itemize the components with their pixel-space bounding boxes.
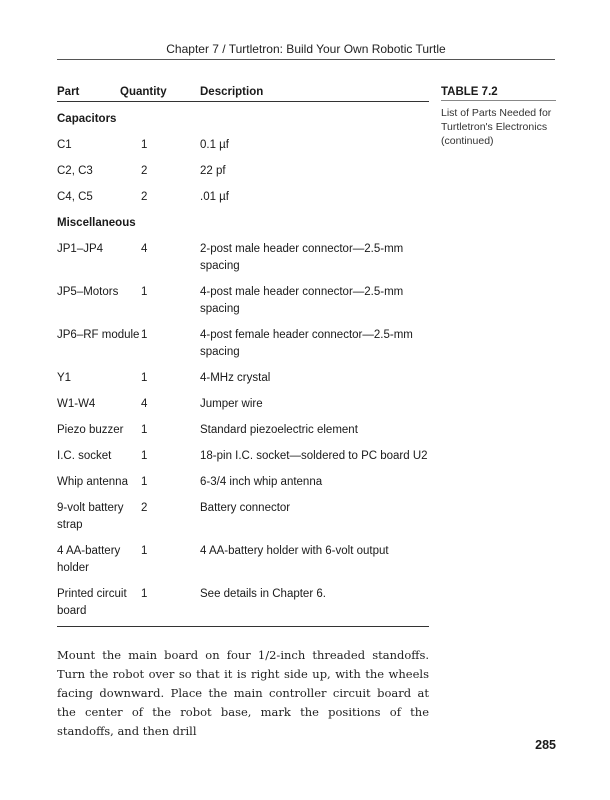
row-quantity: 1	[141, 476, 148, 488]
table-header	[57, 80, 429, 102]
row-description: See details in Chapter 6.	[200, 588, 326, 600]
table-caption	[441, 80, 556, 148]
table-row	[57, 387, 429, 413]
caption-title: TABLE 7.2	[441, 80, 556, 101]
table-row	[57, 318, 429, 361]
row-description: 6-3/4 inch whip antenna	[200, 476, 323, 488]
row-part: C1	[57, 139, 72, 151]
body-paragraph: Mount the main board on four 1/2-inch threaded standoffs. Turn the robot over so that it is right side up, with the wheels facing downward. Place the main controller circuit board at the center of the robot base, mark the positions of the standoffs, and then drill	[57, 648, 429, 738]
row-quantity: 4	[141, 243, 148, 255]
header-description: Description	[200, 86, 264, 98]
section-title-capacitors: Capacitors	[57, 113, 117, 125]
table-row	[57, 232, 429, 275]
row-quantity: 1	[141, 424, 148, 436]
row-description: 2-post male header connector—2.5-mm spacing	[200, 243, 404, 272]
row-description: 4-MHz crystal	[200, 372, 271, 384]
header-part: Part	[57, 86, 80, 98]
table-row	[57, 534, 429, 577]
table-row	[57, 128, 429, 154]
row-quantity: 1	[141, 139, 148, 151]
row-description: Jumper wire	[200, 398, 263, 410]
row-description: .01 µf	[200, 191, 230, 203]
table-row	[57, 361, 429, 387]
row-part: JP6–RF module	[57, 329, 140, 341]
row-quantity: 1	[141, 450, 148, 462]
row-quantity: 1	[141, 286, 148, 298]
row-quantity: 4	[141, 398, 148, 410]
row-quantity: 1	[141, 372, 148, 384]
running-head: Chapter 7 / Turtletron: Build Your Own Robotic Turtle	[166, 42, 446, 56]
row-part: JP1–JP4	[57, 243, 104, 255]
row-quantity: 1	[141, 545, 148, 557]
section-title-miscellaneous: Miscellaneous	[57, 217, 136, 229]
row-description: 18-pin I.C. socket—soldered to PC board U2	[200, 450, 428, 462]
row-quantity: 2	[141, 191, 148, 203]
table-row	[57, 154, 429, 180]
table-row	[57, 577, 429, 620]
row-description: 0.1 µf	[200, 139, 230, 151]
row-part: W1-W4	[57, 398, 96, 410]
table-row	[57, 275, 429, 318]
row-part: C2, C3	[57, 165, 93, 177]
header-quantity: Quantity	[120, 86, 167, 98]
row-part: Printed circuit board	[57, 588, 127, 617]
row-description: 4-post female header connector—2.5-mm spacing	[200, 329, 413, 358]
parts-table	[57, 80, 429, 627]
row-quantity: 1	[141, 329, 148, 341]
table-row	[57, 439, 429, 465]
row-part: Whip antenna	[57, 476, 128, 488]
table-row	[57, 180, 429, 206]
row-description: 4-post male header connector—2.5-mm spacing	[200, 286, 404, 315]
row-quantity: 2	[141, 165, 148, 177]
row-part: C4, C5	[57, 191, 93, 203]
header-rule	[57, 59, 555, 60]
table-row	[57, 465, 429, 491]
row-description: 22 pf	[200, 165, 226, 177]
table-row	[57, 413, 429, 439]
row-part: 9-volt battery strap	[57, 502, 124, 531]
row-quantity: 1	[141, 588, 148, 600]
table-row	[57, 491, 429, 534]
page-number: 285	[535, 738, 556, 752]
row-description: Battery connector	[200, 502, 291, 514]
row-part: Y1	[57, 372, 72, 384]
row-part: 4 AA-battery holder	[57, 545, 121, 574]
row-description: Standard piezoelectric element	[200, 424, 358, 436]
row-part: Piezo buzzer	[57, 424, 124, 436]
row-description: 4 AA-battery holder with 6-volt output	[200, 545, 389, 557]
row-quantity: 2	[141, 502, 148, 514]
row-part: I.C. socket	[57, 450, 112, 462]
table-bottom-rule	[57, 626, 429, 627]
caption-text: List of Parts Needed for Turtletron's Electronics (continued)	[441, 107, 552, 147]
row-part: JP5–Motors	[57, 286, 119, 298]
